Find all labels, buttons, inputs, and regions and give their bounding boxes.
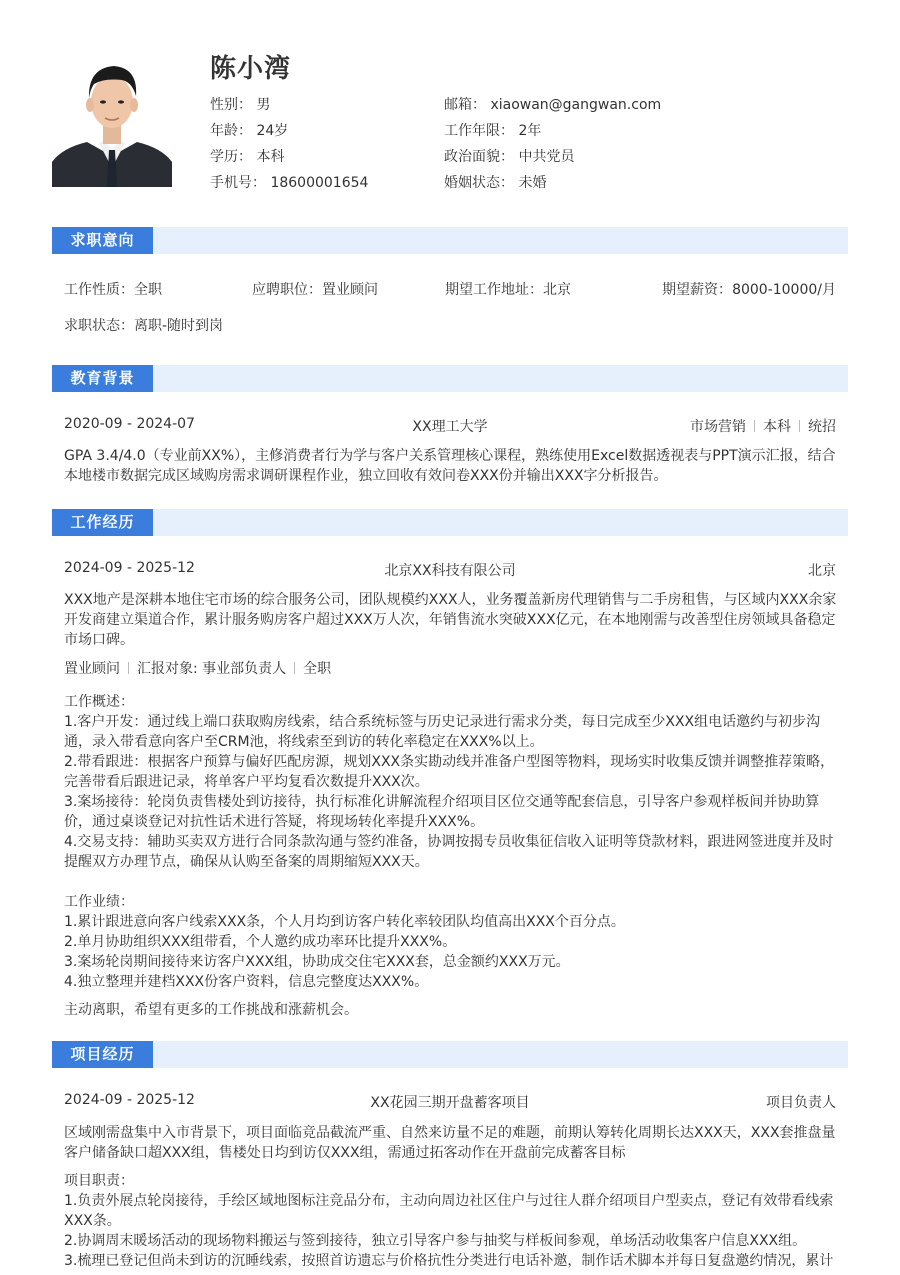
section-title: 教育背景 [52, 365, 153, 392]
project-role: 项目负责人 [766, 1095, 836, 1111]
intent-position [252, 279, 378, 299]
info-phone [210, 172, 368, 192]
field-label: 求职状态： [64, 318, 134, 334]
work-report: 汇报对象: 事业部负责人 [137, 661, 287, 677]
work-overview [64, 692, 840, 872]
field-label: 工作性质： [64, 282, 134, 298]
project-duties-title: 项目职责： [64, 1173, 134, 1189]
work-result-item: 4.独立整理并建档XXX份客户资料，信息完整度达XXX%。 [64, 974, 429, 990]
work-results-title: 工作业绩： [64, 894, 134, 910]
info-label: 政治面貌： [444, 149, 514, 165]
section-header-project [52, 1041, 848, 1068]
work-result-item: 2.单月协助组织XXX组带看，个人邀约成功率环比提升XXX%。 [64, 934, 457, 950]
work-overview-item: 3.案场接待：轮岗负责售楼处到访接待，执行标准化讲解流程介绍项目区位交通等配套信息，引导客户参观样板间并协助算价，通过桌谈登记对抗性话术进行答疑，将现场转化率提升XXX%。 [64, 794, 820, 830]
info-gender [210, 94, 270, 114]
work-overview-title: 工作概述： [64, 694, 134, 710]
work-company: 北京XX科技有限公司 [384, 563, 516, 579]
info-value: 2年 [518, 123, 542, 139]
info-email [444, 94, 661, 114]
info-label: 邮箱： [444, 97, 486, 113]
section-title: 项目经历 [52, 1041, 153, 1068]
info-label: 年龄： [210, 123, 252, 139]
project-duties [64, 1171, 840, 1271]
field-value: 离职-随时到岗 [134, 318, 224, 334]
intent-salary [662, 279, 836, 299]
info-label: 学历： [210, 149, 252, 165]
work-kind: 全职 [303, 661, 332, 677]
field-label: 应聘职位： [252, 282, 322, 298]
field-value: 置业顾问 [322, 282, 378, 298]
work-result-item: 3.案场轮岗期间接待来访客户XXX组，协助成交住宅XXX套，总金额约XXX万元。 [64, 954, 570, 970]
info-work-years [444, 120, 541, 140]
info-value: 18600001654 [270, 175, 369, 191]
section-header-intent [52, 227, 848, 254]
work-overview-item: 1.客户开发：通过线上端口获取购房线索，结合系统标签与历史记录进行需求分类，每日完成至少XXX组电话邀约与初步沟通，录入带看意向客户至CRM池，将线索至到访的转化率稳定在XXX%以上。 [64, 714, 821, 750]
field-value: 8000-10000/月 [732, 282, 836, 298]
work-role: 置业顾问 [64, 661, 120, 677]
info-marital [444, 172, 546, 192]
work-overview-item: 4.交易支持：辅助买卖双方进行合同条款沟通与签约准备，协调按揭专员收集征信收入证明等贷款材料，跟进网签进度并及时提醒双方办理节点，确保从认购至备案的周期缩短XXX天。 [64, 834, 834, 870]
info-value: 24岁 [256, 123, 289, 139]
candidate-name: 陈小湾 [210, 54, 292, 84]
work-results [64, 892, 840, 992]
work-city: 北京 [808, 563, 836, 579]
work-tags [64, 658, 331, 678]
info-value: 中共党员 [518, 149, 575, 165]
section-header-education [52, 365, 848, 392]
education-school: XX理工大学 [412, 419, 488, 435]
work-overview-item: 2.带看跟进：根据客户预算与偏好匹配房源，规划XXX条实勘动线并准备户型图等物料，现场实时收集反馈并调整推荐策略，完善带看后跟进记录，将单客户平均复看次数提升XXX次。 [64, 754, 835, 790]
info-label: 性别： [210, 97, 252, 113]
info-label: 手机号： [210, 175, 266, 191]
intent-location [445, 279, 571, 299]
info-value: 男 [256, 97, 271, 113]
intent-nature [64, 279, 162, 299]
section-title: 求职意向 [52, 227, 153, 254]
field-value: 全职 [134, 282, 162, 298]
project-duty-item: 3.梳理已登记但尚未到访的沉睡线索，按照首访遗忘与价格抗性分类进行电话补邀，制作话术脚本并每日复盘邀约情况，累计 [64, 1253, 834, 1269]
education-description: GPA 3.4/4.0（专业前XX%），主修消费者行为学与客户关系管理核心课程，熟练使用Excel数据透视表与PPT演示汇报，结合本地楼市数据完成区域购房需求调研课程作业，独立回收有效问卷XXX份并输出XXX字分析报告。 [64, 448, 836, 484]
intent-status [64, 315, 223, 335]
info-label: 工作年限： [444, 123, 514, 139]
education-degree: 本科 [763, 419, 791, 435]
education-type: 统招 [808, 419, 836, 435]
info-education [210, 146, 284, 166]
education-period: 2020-09 - 2024-07 [64, 416, 195, 432]
info-political [444, 146, 574, 166]
field-value: 北京 [543, 282, 571, 298]
info-value: 未婚 [518, 175, 547, 191]
project-duty-item: 2.协调周末暖场活动的现场物料搬运与签到接待，独立引导客户参与抽奖与样板间参观，单场活动收集客户信息XXX组。 [64, 1233, 807, 1249]
work-company-intro: XXX地产是深耕本地住宅市场的综合服务公司，团队规模约XXX人，业务覆盖新房代理销售与二手房租售，与区域内XXX余家开发商建立渠道合作，累计服务购房客户超过XXX万人次，年销售流水突破XXX亿元，在本地刚需与改善型住房领域具备稳定市场口碑。 [64, 592, 837, 648]
section-header-work [52, 509, 848, 536]
work-period: 2024-09 - 2025-12 [64, 560, 195, 576]
info-value: xiaowan@gangwan.com [490, 97, 662, 113]
work-leave-reason: 主动离职，希望有更多的工作挑战和涨薪机会。 [64, 1002, 358, 1018]
education-major: 市场营销 [690, 419, 746, 435]
section-title: 工作经历 [52, 509, 153, 536]
info-age [210, 120, 288, 140]
project-name: XX花园三期开盘蓄客项目 [370, 1095, 530, 1111]
info-value: 本科 [256, 149, 285, 165]
education-tags [690, 416, 836, 436]
avatar [52, 50, 172, 187]
info-label: 婚姻状态： [444, 175, 514, 191]
project-period: 2024-09 - 2025-12 [64, 1092, 195, 1108]
field-label: 期望薪资： [662, 282, 733, 298]
project-description: 区域刚需盘集中入市背景下，项目面临竞品截流严重、自然来访量不足的难题，前期认筹转化周期长达XXX天，XXX套推盘量客户储备缺口超XXX组，售楼处日均到访仅XXX组，需通过拓客动作在开盘前完成蓄客目标 [64, 1125, 836, 1161]
work-result-item: 1.累计跟进意向客户线索XXX条，个人月均到访客户转化率较团队均值高出XXX个百分点。 [64, 914, 625, 930]
project-duty-item: 1.负责外展点轮岗接待，手绘区域地图标注竞品分布，主动向周边社区住户与过往人群介绍项目户型卖点，登记有效带看线索XXX条。 [64, 1193, 834, 1229]
field-label: 期望工作地址： [445, 282, 543, 298]
